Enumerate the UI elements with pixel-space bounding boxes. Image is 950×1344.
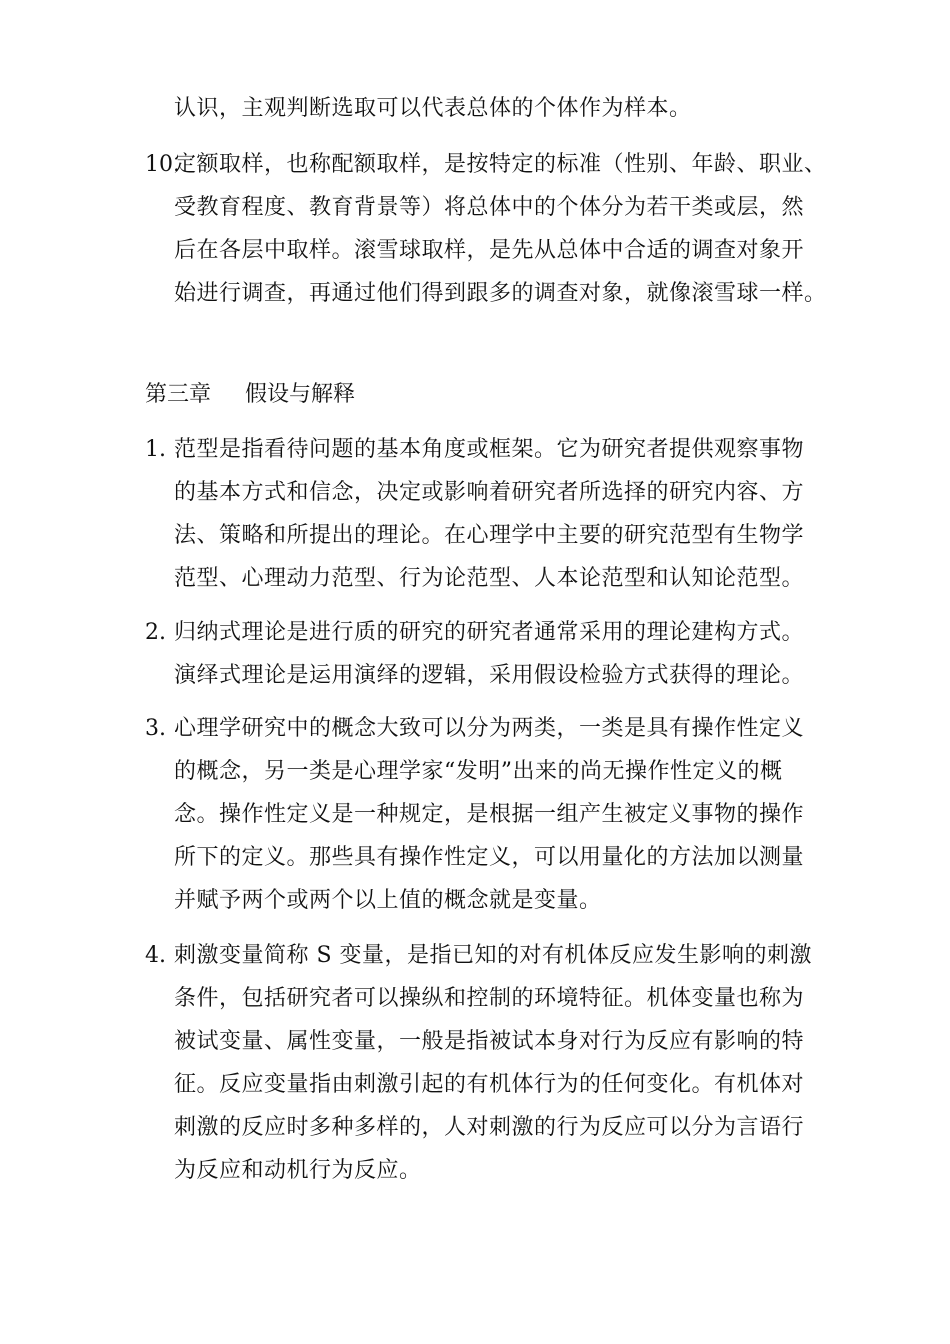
item-line: 受教育程度、教育背景等）将总体中的个体分为若干类或层，然 [174, 195, 805, 220]
item-number: 4. [145, 943, 166, 968]
item-line: 刺激的反应时多种多样的，人对刺激的行为反应可以分为言语行 [174, 1115, 805, 1140]
item-number: 3. [145, 716, 166, 741]
item-line: 范型是指看待问题的基本角度或框架。它为研究者提供观察事物 [174, 437, 805, 462]
chapter-number: 第三章 [145, 382, 212, 407]
item-line: 并赋予两个或两个以上值的概念就是变量。 [174, 888, 602, 913]
item-line: 的基本方式和信念，决定或影响着研究者所选择的研究内容、方 [174, 480, 805, 505]
item-line: 心理学研究中的概念大致可以分为两类，一类是具有操作性定义 [174, 716, 805, 741]
item-line: 定额取样，也称配额取样，是按特定的标准（性别、年龄、职业、 [174, 152, 827, 177]
item-line: 归纳式理论是进行质的研究的研究者通常采用的理论建构方式。 [174, 620, 805, 645]
item-line: 范型、心理动力范型、行为论范型、人本论范型和认知论范型。 [174, 566, 805, 591]
item-number: 1. [145, 437, 166, 462]
item-line: 演绎式理论是运用演绎的逻辑，采用假设检验方式获得的理论。 [174, 663, 805, 688]
item-line: 后在各层中取样。滚雪球取样，是先从总体中合适的调查对象开 [174, 238, 805, 263]
item-number: 10. [145, 152, 180, 177]
item-line: 法、策略和所提出的理论。在心理学中主要的研究范型有生物学 [174, 523, 805, 548]
item-line: 念。操作性定义是一种规定，是根据一组产生被定义事物的操作 [174, 802, 805, 827]
item-line: 为反应和动机行为反应。 [174, 1158, 422, 1183]
chapter-title: 假设与解释 [245, 382, 356, 407]
item-line: 征。反应变量指由刺激引起的有机体行为的任何变化。有机体对 [174, 1072, 805, 1097]
item-line: 被试变量、属性变量，一般是指被试本身对行为反应有影响的特 [174, 1029, 805, 1054]
item-line: 所下的定义。那些具有操作性定义，可以用量化的方法加以测量 [174, 845, 805, 870]
continuation-line: 认识，主观判断选取可以代表总体的个体作为样本。 [174, 96, 692, 121]
item-number: 2. [145, 620, 166, 645]
item-line: 刺激变量简称 S 变量，是指已知的对有机体反应发生影响的刺激 [174, 943, 813, 968]
item-line: 始进行调查，再通过他们得到跟多的调查对象，就像滚雪球一样。 [174, 281, 827, 306]
item-line: 的概念，另一类是心理学家“发明”出来的尚无操作性定义的概 [174, 759, 783, 784]
item-line: 条件，包括研究者可以操纵和控制的环境特征。机体变量也称为 [174, 986, 805, 1011]
